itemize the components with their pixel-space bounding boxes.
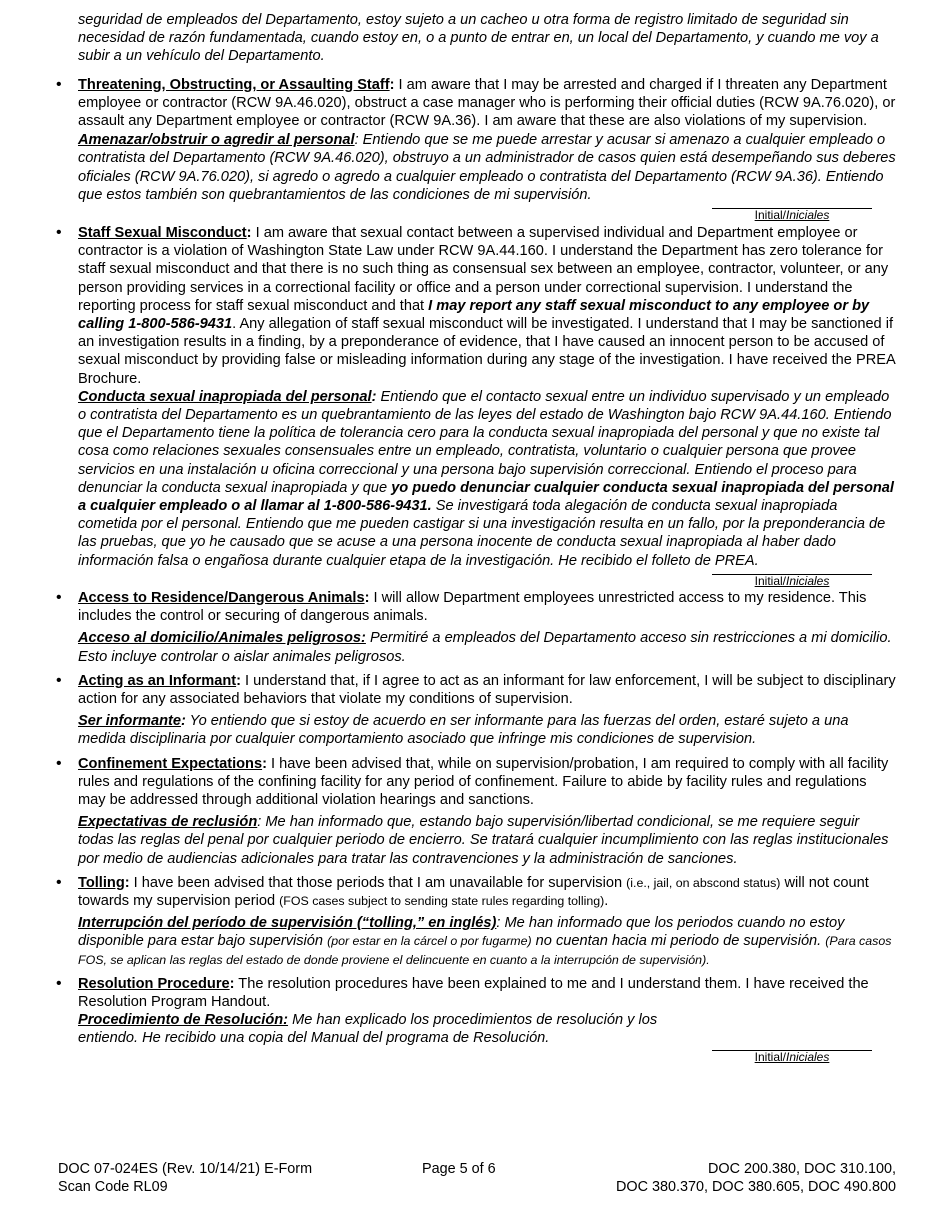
section-threatening bbox=[56, 75, 898, 204]
threatening-title: Threatening, Obstructing, or Assaulting Staff bbox=[78, 76, 390, 93]
section-confinement bbox=[56, 754, 898, 868]
informant-title: Acting as an Informant bbox=[78, 672, 237, 689]
resolution-es: Procedimiento de Resolución: Me han explicado los procedimientos de resolución y los entiendo. He recibido una copia del Manual del programa de Resolución. bbox=[78, 1012, 658, 1047]
confinement-es: Expectativas de reclusión: Me han informado que, estando bajo supervisión/libertad condicional, se me requiere seguir todas las reglas del penal por cualquier periodo de encierro. Se tratará cualquier incumplimiento con las reglas institucionales por medio de audiencias adicionales para tratar las contravenciones y la administración de sanciones. bbox=[78, 814, 889, 867]
informant-es-title: Ser informante bbox=[78, 713, 181, 730]
form-id: DOC 07-024ES (Rev. 10/14/21) E-Form bbox=[58, 1161, 313, 1177]
section-informant bbox=[56, 671, 898, 749]
tolling-es-title: Interrupción del período de supervisión (“tolling,” en inglés) bbox=[78, 915, 497, 932]
footer-right bbox=[616, 1160, 896, 1196]
confinement-es-title: Expectativas de reclusión bbox=[78, 814, 258, 831]
resolution-title: Resolution Procedure bbox=[78, 975, 230, 992]
section-resolution bbox=[56, 974, 898, 1048]
footer-left bbox=[58, 1160, 312, 1196]
misconduct-es: Conducta sexual inapropiada del personal: Entiendo que el contacto sexual entre un individuo supervisado y un empleado o contratista del Departamento es un quebrantamiento de las leyes del estado de Washington bajo RCW 9A.44.160. Entiendo que el Departamento tiene la política de tolerancia cero para la conducta sexual inapropiada del personal y que no existe tal cosa como relaciones sexuales consensuales entre un empleado, contratista, voluntario o cualquier persona que provee servicios en una instalación u oficina correccional y una persona bajo supervisión correccional. Entiendo el proceso para denunciar la conducta sexual inapropiada y que yo puedo denunciar cualquier conducta sexual inapropiada del personal a cualquier empleado o al llamar al 1-800-586-9431. Se investigará toda alegación de conducta sexual inapropiada cometida por el personal. Entiendo que me pueden castigar si una investigación resulta en un fallo, por la preponderancia de las pruebas, que yo he causado que se acuse a una persona inocente de conducta sexual inapropiada al haber dado información falsa o engañosa durante cualquier etapa de la investigación. He recibido el folleto de PREA. bbox=[78, 388, 894, 569]
policy-refs-1: DOC 200.380, DOC 310.100, bbox=[708, 1161, 896, 1177]
resolution-es-title: Procedimiento de Resolución: bbox=[78, 1012, 289, 1029]
initial-field-threatening[interactable] bbox=[78, 204, 898, 224]
initial-field-resolution[interactable] bbox=[78, 1046, 898, 1066]
bullet-icon: • bbox=[56, 588, 62, 606]
misconduct-en: Staff Sexual Misconduct: I am aware that sexual contact between a supervised individual and Department employee or contractor is a violation of Washington State Law under RCW 9A.44.160. I understand the Department has zero tolerance for staff sexual misconduct and that there is no such thing as consensual sex between an employee, contractor, volunteer, or any person providing services in a correctional facility or office and a person under correctional supervision. I understand the reporting process for staff sexual misconduct and that I may report any staff sexual misconduct to any employee or by calling 1-800-586-9431. Any allegation of staff sexual misconduct will be investigated. I understand that I may be sanctioned if an investigation results in a finding, by a preponderance of evidence, that I have caused an innocent person to be accused of sexual misconduct by providing false or misleading information during any stage of the investigation. I have received the PREA Brochure. bbox=[78, 225, 895, 387]
continuation-text: seguridad de empleados del Departamento, estoy sujeto a un cacheo u otra forma de registro limitado de seguridad sin necesidad de razón fundamentada, cuando estoy en, o a punto de entrar en, un local del Departamento, y cuando me voy a subir a un vehículo del Departamento. bbox=[78, 12, 879, 65]
informant-es: Ser informante: Yo entiendo que si estoy de acuerdo en ser informante para las fuerzas del orden, estaré sujeto a una medida disciplinaria por cualquier comportamiento asociado que infringe mis condiciones de supervision. bbox=[78, 713, 849, 748]
bullet-icon: • bbox=[56, 75, 62, 93]
tolling-es: Interrupción del período de supervisión (“tolling,” en inglés): Me han informado que los periodos cuando no estoy disponible para estar bajo supervisión (por estar en la cárcel o por fugarme) no cuentan hacia mi periodo de supervisión. (Para casos FOS, se aplican las reglas del estado de donde proviene el delincuente en cuanto a la interrupción de supervisión). bbox=[78, 915, 892, 967]
misconduct-es-title: Conducta sexual inapropiada del personal bbox=[78, 388, 372, 405]
section-tolling bbox=[56, 873, 898, 969]
bullet-icon: • bbox=[56, 754, 62, 772]
initial-field-misconduct[interactable] bbox=[78, 570, 898, 590]
threatening-en: Threatening, Obstructing, or Assaulting Staff: I am aware that I may be arrested and charged if I threaten any Department employee or contractor (RCW 9A.46.020), obstruct a case manager who is performing their official duties (RCW 9A.76.020), or assault any Department employee or contractor (RCW 9A.36). I am aware that these are also violations of my supervision. bbox=[78, 76, 896, 130]
confinement-title: Confinement Expectations bbox=[78, 755, 263, 772]
section-staff-sexual-misconduct bbox=[56, 224, 898, 570]
bullet-icon: • bbox=[56, 224, 62, 242]
initial-label: Initial/Iniciales bbox=[754, 208, 830, 223]
tolling-title: Tolling bbox=[78, 874, 125, 891]
page-number: Page 5 of 6 bbox=[422, 1161, 496, 1177]
initial-label: Initial/Iniciales bbox=[754, 1049, 830, 1064]
confinement-en: Confinement Expectations: I have been advised that, while on supervision/probation, I am required to comply with all facility rules and regulations of the confining facility for any period of confinement. Failure to abide by facility rules and regulations may be addressed through additional violation hearings and sanctions. bbox=[78, 755, 889, 808]
tolling-en: Tolling: I have been advised that those periods that I am unavailable for supervision (i.e., jail, on abscond status) will not count towards my supervision period (FOS cases subject to sending state rules regarding tolling). bbox=[78, 874, 869, 909]
access-es: Acceso al domicilio/Animales peligrosos: Permitiré a empleados del Departamento acceso sin restricciones a mi domicilio. Esto incluye controlar o aislar animales peligrosos. bbox=[78, 630, 892, 665]
section-access-residence bbox=[56, 588, 898, 666]
access-title: Access to Residence/Dangerous Animals bbox=[78, 589, 365, 606]
threatening-es: Amenazar/obstruir o agredir al personal: Entiendo que se me puede arrestar y acusar si amenazo a cualquier empleado o contratista del Departamento (RCW 9A.46.020), obstruyo a un administrador de casos quien está desempeñando sus deberes oficiales (RCW 9A.76.020), si agredo o agredo a cualquier empleado o contratista del Departamento (RCW 9A.36). Entiendo que estos también son quebrantamientos de las condiciones de mi supervisión. bbox=[78, 132, 896, 203]
threatening-es-title: Amenazar/obstruir o agredir al personal bbox=[78, 132, 355, 149]
scan-code: Scan Code RL09 bbox=[58, 1179, 168, 1195]
page-content bbox=[56, 11, 898, 1066]
bullet-icon: • bbox=[56, 873, 62, 891]
policy-refs-2: DOC 380.370, DOC 380.605, DOC 490.800 bbox=[616, 1179, 896, 1195]
access-en: Access to Residence/Dangerous Animals: I will allow Department employees unrestricted access to my residence. This includes the control or securing of dangerous animals. bbox=[78, 589, 867, 625]
bullet-icon: • bbox=[56, 671, 62, 689]
misconduct-title: Staff Sexual Misconduct bbox=[78, 225, 247, 242]
initial-label: Initial/Iniciales bbox=[754, 573, 830, 588]
bullet-icon: • bbox=[56, 974, 62, 992]
informant-en: Acting as an Informant: I understand that, if I agree to act as an informant for law enforcement, I will be subject to disciplinary action for any associated behaviors that violate my conditions of supervision. bbox=[78, 672, 896, 707]
resolution-en: Resolution Procedure: The resolution procedures have been explained to me and I understand them. I have received the Resolution Program Handout. bbox=[78, 975, 869, 1010]
access-es-title: Acceso al domicilio/Animales peligrosos: bbox=[78, 630, 366, 647]
